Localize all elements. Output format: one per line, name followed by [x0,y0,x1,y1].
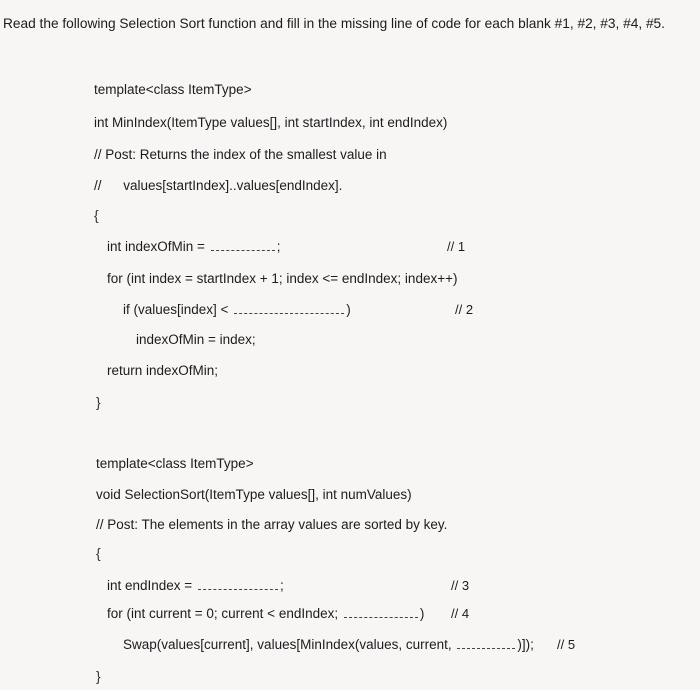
blank-1[interactable] [211,239,275,251]
selsort-for-line [107,606,424,622]
minindex-for-line: for (int index = startIndex + 1; index <= endIndex; index++) [107,271,458,286]
code-text: ; [279,578,284,593]
blank-5-label: // 5 [557,637,576,652]
line-if-compare [123,302,351,318]
minindex-open-brace: { [94,207,99,223]
question-instruction: Read the following Selection Sort function and fill in the missing line of code for each blank #1, #2, #3, #4, #5. [3,16,665,31]
assign-line: indexOfMin = index; [136,332,256,347]
blank-1-label: // 1 [447,239,466,254]
swap-line [123,637,534,653]
selsort-signature: void SelectionSort(ItemType values[], int numValues) [96,487,412,502]
code-text: int endIndex = [107,578,193,593]
blank-5[interactable] [457,637,515,649]
blank-3-label: // 3 [451,578,470,593]
blank-4[interactable] [344,606,418,618]
minindex-template-line: template<class ItemType> [94,82,252,97]
selsort-close-brace: } [96,668,101,684]
code-text: ; [276,239,281,254]
blank-3[interactable] [198,578,278,590]
minindex-post-comment: // Post: Returns the index of the smallest value in [94,147,387,162]
code-text: Swap(values[current], values[MinIndex(values, current, [123,637,452,652]
code-text: ) [346,302,351,317]
comment-slashes: // [94,178,102,193]
selsort-template-line: template<class ItemType> [96,456,254,471]
minindex-close-brace: } [96,394,101,410]
code-text: for (int current = 0; current < endIndex; [107,606,339,621]
blank-4-label: // 4 [451,606,470,621]
blank-2[interactable] [234,302,344,314]
code-text: int indexOfMin = [107,239,205,254]
code-text: ) [419,606,425,621]
comment-range-text: values[startIndex]..values[endIndex]. [123,178,343,193]
code-text: )]); [517,637,534,652]
line-end-index [107,578,284,594]
selsort-post-comment: // Post: The elements in the array values are sorted by key. [96,517,448,532]
minindex-post-comment-cont [94,178,342,194]
return-line: return indexOfMin; [107,363,219,378]
blank-2-label: // 2 [455,302,474,317]
selsort-open-brace: { [96,545,101,561]
minindex-signature: int MinIndex(ItemType values[], int startIndex, int endIndex) [94,115,448,130]
line-index-of-min [107,239,280,255]
code-text: if (values[index] < [123,302,229,317]
